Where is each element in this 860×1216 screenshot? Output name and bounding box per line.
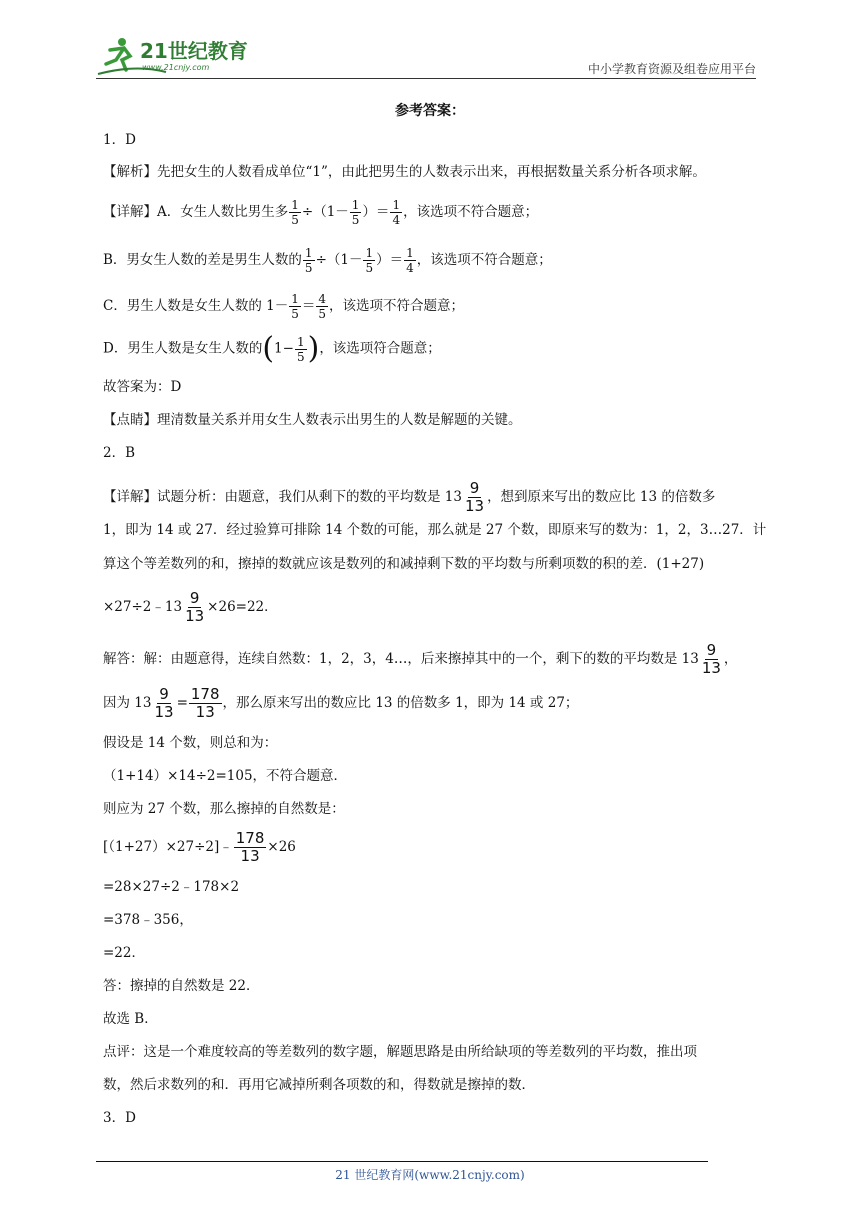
q2-comment-line-1: 点评：这是一个难度较高的等差数列的数字题，解题思路是由所给缺项的等差数列的平均数，推出项 (103, 1044, 697, 1060)
fraction: $\frac{9}{13}$ (185, 589, 205, 625)
fraction: $\frac{178}{13}$ (190, 685, 220, 721)
fraction: $\frac{1}{5}$ (351, 198, 360, 227)
q1-option-c: C．男生人数是女生人数的 1－ $\frac{1}{5}$ ＝ $\frac{4}{5}$ ，该选项不符合题意； (103, 292, 464, 321)
fraction: $\frac{4}{5}$ (318, 292, 326, 321)
fraction: $\frac{9}{13}$ (464, 479, 485, 515)
platform-name: 中小学教育资源及组卷应用平台 (587, 62, 756, 76)
q3-number: 3．D (103, 1110, 136, 1126)
footer-source: 21 世纪教育网(www.21cnjy.com) (335, 1168, 525, 1182)
fraction: $\frac{9}{13}$ (154, 685, 174, 721)
fraction: $\frac{1}{5}$ (365, 246, 374, 275)
q2-solution-line-9: =22． (103, 945, 145, 961)
footer-divider (96, 1161, 708, 1162)
q2-detail-line-1: 【详解】试题分析：由题意，我们从剩下的数的平均数是 13 $\frac{9}{13}$ ，想到原来写出的数应比 13 的倍数多 (103, 479, 716, 515)
q2-solution-line-10: 答：擦掉的自然数是 22． (103, 978, 260, 994)
q2-solution-line-5: 则应为 27 个数，那么擦掉的自然数是： (103, 801, 345, 817)
fraction: $\frac{1}{5}$ (304, 246, 313, 275)
q2-comment-line-2: 数，然后求数列的和．再用它减掉所剩各项数的和，得数就是擦掉的数． (103, 1077, 535, 1093)
q1-analysis: 【解析】先把女生的人数看成单位“1”，由此把男生的人数表示出来，再根据数量关系分析各项求解。 (103, 164, 706, 180)
q2-detail-line-4: ×27÷2﹣13 $\frac{9}{13}$ ×26=22． (103, 589, 278, 625)
fraction: $\frac{1}{5}$ (291, 292, 299, 321)
q2-solution-line-6: [（1+27）×27÷2]﹣ $\frac{178}{13}$ ×26 (103, 829, 296, 865)
q2-detail-line-2: 1，即为 14 或 27．经过验算可排除 14 个数的可能，那么就是 27 个数，即原来写的数为：1，2，3…27．计 (103, 522, 767, 538)
fraction: $\frac{9}{13}$ (701, 641, 721, 677)
q2-solution-line-2: 因为 13 $\frac{9}{13}$ = $\frac{178}{13}$ ，那么原来写出的数应比 13 的倍数多 1，即为 14 或 27； (103, 685, 579, 721)
header-divider (96, 78, 756, 79)
page-header (96, 30, 756, 80)
q2-solution-line-3: 假设是 14 个数，则总和为： (103, 735, 278, 751)
q1-option-a: 【详解】A．女生人数比男生多 $\frac{1}{5}$ ÷（1－ $\frac{1}{5}$ ）＝ $\frac{1}{4}$ ，该选项不符合题意； (103, 198, 539, 227)
q2-solution-line-8: =378﹣356， (103, 912, 193, 928)
q1-answer: 故答案为：D (103, 379, 182, 395)
svg-text:21世纪教育: 21世纪教育 (140, 39, 248, 63)
q1-number: 1．D (103, 132, 136, 148)
fraction: $\frac{1}{4}$ (392, 198, 401, 227)
q2-solution-line-11: 故选 B． (103, 1011, 158, 1027)
svg-text:www.21cnjy.com: www.21cnjy.com (142, 63, 210, 72)
fraction: $\frac{1}{5}$ (296, 334, 305, 364)
fraction: $\frac{178}{13}$ (235, 829, 265, 865)
q2-number: 2．B (103, 445, 136, 461)
fraction: $\frac{1}{4}$ (406, 246, 414, 275)
page-title: 参考答案： (395, 103, 465, 119)
q2-solution-line-4: （1+14）×14÷2=105，不符合题意． (103, 768, 348, 784)
q2-detail-line-3: 算这个等差数列的和，擦掉的数就应该是数列的和减掉剩下数的平均数与所剩项数的积的差．(1+27) (103, 556, 705, 572)
q1-option-d: D．男生人数是女生人数的(1− $\frac{1}{5}$ )，该选项符合题意； (103, 331, 441, 366)
q2-solution-line-1: 解答：解：由题意得，连续自然数：1，2，3，4…，后来擦掉其中的一个，剩下的数的平均数是 13 $\frac{9}{13}$ ， (103, 641, 738, 677)
fraction: $\frac{1}{5}$ (291, 198, 299, 227)
q1-option-b: B．男女生人数的差是男生人数的 $\frac{1}{5}$ ÷（1－ $\frac{1}{5}$ ）＝ $\frac{1}{4}$ ，该选项不符合题意； (103, 246, 552, 275)
q2-solution-line-7: =28×27÷2﹣178×2 (103, 879, 240, 895)
q1-comment: 【点睛】理清数量关系并用女生人数表示出男生的人数是解题的关键。 (103, 412, 522, 428)
logo-21cnjy (96, 34, 266, 76)
